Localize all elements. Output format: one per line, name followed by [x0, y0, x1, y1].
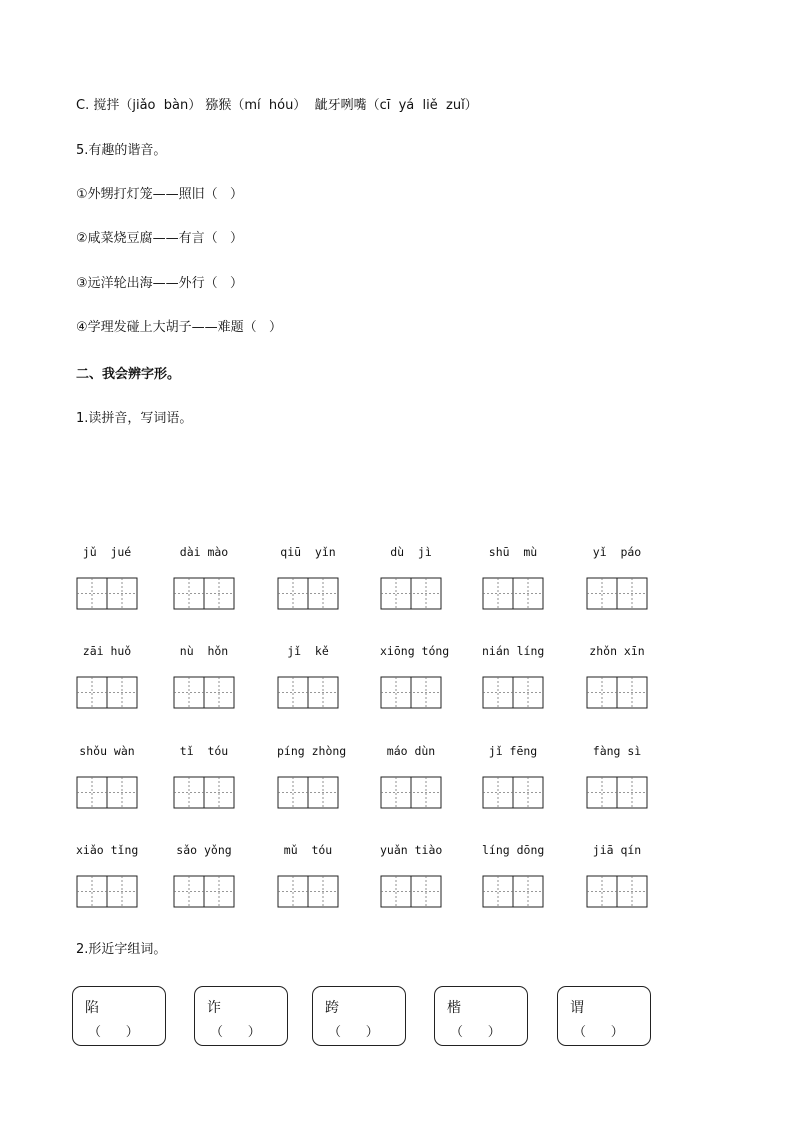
writing-box[interactable]: [173, 577, 235, 611]
q5-item-4: ④学理发碰上大胡子——难题（ ）: [76, 320, 283, 335]
pinyin-text: xiǎo tǐng: [76, 843, 139, 857]
q5-item-1: ①外甥打灯笼——照旧（ ）: [76, 187, 244, 202]
writing-box[interactable]: [380, 577, 442, 611]
box-char: 诈: [207, 1000, 221, 1016]
writing-box[interactable]: [586, 676, 648, 710]
pinyin-text: shū mù: [488, 545, 538, 559]
writing-box[interactable]: [76, 776, 138, 810]
writing-box[interactable]: [76, 676, 138, 710]
char-box-4: [434, 986, 528, 1046]
pinyin-text: fàng sì: [592, 744, 642, 758]
box-char: 谓: [570, 1000, 584, 1016]
box-char: 跨: [325, 1000, 339, 1016]
writing-box[interactable]: [173, 676, 235, 710]
writing-box[interactable]: [482, 875, 544, 909]
writing-box[interactable]: [277, 577, 339, 611]
pinyin-text: líng dōng: [482, 843, 545, 857]
question-1-title: 1.读拼音，写词语。: [76, 411, 193, 426]
char-box-3: [312, 986, 406, 1046]
writing-box[interactable]: [76, 875, 138, 909]
pinyin-text: mǔ tóu: [283, 843, 333, 857]
writing-box[interactable]: [380, 776, 442, 810]
pinyin-text: dù jì: [390, 545, 432, 559]
box-char: 陷: [85, 1000, 99, 1016]
char-box-5: [557, 986, 651, 1046]
pinyin-text: jiā qín: [592, 843, 642, 857]
pinyin-text: jǔ jué: [82, 545, 132, 559]
pinyin-text: máo dùn: [386, 744, 436, 758]
writing-box[interactable]: [586, 577, 648, 611]
pinyin-text: zhǒn xīn: [589, 644, 645, 658]
pinyin-text: nù hǒn: [179, 644, 229, 658]
answer-paren[interactable]: （ ）: [450, 1025, 501, 1040]
writing-box[interactable]: [277, 875, 339, 909]
pinyin-text: jǐ fēng: [488, 744, 538, 758]
writing-box[interactable]: [173, 776, 235, 810]
pinyin-text: tǐ tóu: [179, 744, 229, 758]
pinyin-text: zāi huǒ: [82, 644, 132, 658]
char-box-2: [194, 986, 288, 1046]
writing-box[interactable]: [277, 676, 339, 710]
pinyin-text: sǎo yǒng: [176, 843, 232, 857]
writing-box[interactable]: [380, 676, 442, 710]
writing-box[interactable]: [482, 776, 544, 810]
pinyin-text: píng zhòng: [277, 744, 347, 758]
answer-paren[interactable]: （ ）: [573, 1025, 624, 1040]
pinyin-text: yuǎn tiào: [380, 843, 443, 857]
writing-box[interactable]: [173, 875, 235, 909]
option-c-line: C. 搅拌（jiǎo bàn） 猕猴（mí hóu） 龇牙咧嘴（cī yá liě zuǐ）: [76, 98, 478, 113]
pinyin-text: dài mào: [179, 545, 229, 559]
answer-paren[interactable]: （ ）: [328, 1025, 379, 1040]
char-box-1: [72, 986, 166, 1046]
pinyin-text: nián líng: [482, 644, 545, 658]
box-char: 楷: [447, 1000, 461, 1016]
answer-paren[interactable]: （ ）: [210, 1025, 261, 1040]
question-5-title: 5.有趣的谐音。: [76, 143, 167, 158]
writing-box[interactable]: [482, 676, 544, 710]
answer-paren[interactable]: （ ）: [88, 1025, 139, 1040]
pinyin-text: qiū yǐn: [280, 545, 336, 559]
writing-box[interactable]: [482, 577, 544, 611]
writing-box[interactable]: [380, 875, 442, 909]
writing-box[interactable]: [76, 577, 138, 611]
writing-box[interactable]: [586, 776, 648, 810]
pinyin-text: yǐ páo: [592, 545, 642, 559]
pinyin-text: xiōng tóng: [380, 644, 450, 658]
writing-box[interactable]: [586, 875, 648, 909]
question-2-title: 2.形近字组词。: [76, 942, 167, 957]
q5-item-2: ②咸菜烧豆腐——有言（ ）: [76, 231, 244, 246]
section-2-title: 二、我会辨字形。: [76, 367, 181, 382]
q5-item-3: ③远洋轮出海——外行（ ）: [76, 276, 244, 291]
pinyin-text: jǐ kě: [287, 644, 329, 658]
writing-box[interactable]: [277, 776, 339, 810]
pinyin-text: shǒu wàn: [79, 744, 135, 758]
